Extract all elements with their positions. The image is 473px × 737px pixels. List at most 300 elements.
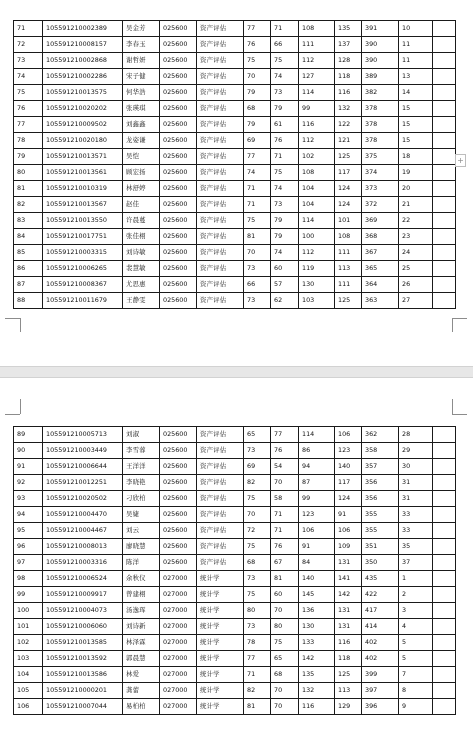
total-score-cell: 355 <box>362 523 399 539</box>
major-name-cell: 资产评估 <box>197 37 244 53</box>
table-row <box>14 619 456 635</box>
total-score-cell: 350 <box>362 555 399 571</box>
seq-cell: 78 <box>14 133 43 149</box>
subject1-score-cell: 135 <box>299 667 335 683</box>
table-row <box>14 459 456 475</box>
seq-cell: 71 <box>14 21 43 37</box>
english-score-cell: 73 <box>271 85 299 101</box>
exam-id-cell: 105591210005713 <box>43 427 123 443</box>
subject2-score-cell: 106 <box>335 523 362 539</box>
rank-cell: 31 <box>399 491 433 507</box>
rank-cell: 9 <box>399 699 433 715</box>
total-score-cell: 378 <box>362 133 399 149</box>
rank-cell: 2 <box>399 587 433 603</box>
major-code-cell: 027000 <box>160 619 197 635</box>
name-cell: 曾建栩 <box>123 587 160 603</box>
politics-score-cell: 68 <box>244 555 271 571</box>
english-score-cell: 70 <box>271 699 299 715</box>
table-row <box>14 293 456 309</box>
exam-id-cell: 105591210020202 <box>43 101 123 117</box>
subject1-score-cell: 123 <box>299 507 335 523</box>
exam-id-cell: 105591210002389 <box>43 21 123 37</box>
english-score-cell: 60 <box>271 261 299 277</box>
total-score-cell: 374 <box>362 165 399 181</box>
page-side-handle[interactable]: + <box>455 154 466 167</box>
table-row <box>14 117 456 133</box>
rank-cell: 5 <box>399 651 433 667</box>
rank-cell: 4 <box>399 619 433 635</box>
politics-score-cell: 72 <box>244 523 271 539</box>
major-code-cell: 025600 <box>160 181 197 197</box>
politics-score-cell: 81 <box>244 229 271 245</box>
seq-cell: 99 <box>14 587 43 603</box>
subject1-score-cell: 104 <box>299 197 335 213</box>
subject2-score-cell: 111 <box>335 245 362 261</box>
politics-score-cell: 65 <box>244 427 271 443</box>
blank-cell <box>433 427 456 443</box>
seq-cell: 90 <box>14 443 43 459</box>
major-name-cell: 资产评估 <box>197 181 244 197</box>
english-score-cell: 79 <box>271 213 299 229</box>
corner-mark-top-left-h <box>5 414 20 415</box>
seq-cell: 98 <box>14 571 43 587</box>
politics-score-cell: 78 <box>244 635 271 651</box>
exam-id-cell: 105591210003449 <box>43 443 123 459</box>
name-cell: 赵佳 <box>123 197 160 213</box>
politics-score-cell: 69 <box>244 133 271 149</box>
politics-score-cell: 74 <box>244 165 271 181</box>
blank-cell <box>433 149 456 165</box>
total-score-cell: 365 <box>362 261 399 277</box>
subject2-score-cell: 129 <box>335 699 362 715</box>
subject2-score-cell: 124 <box>335 491 362 507</box>
english-score-cell: 65 <box>271 651 299 667</box>
politics-score-cell: 80 <box>244 603 271 619</box>
subject1-score-cell: 130 <box>299 619 335 635</box>
exam-id-cell: 105591210013586 <box>43 667 123 683</box>
major-code-cell: 025600 <box>160 491 197 507</box>
blank-cell <box>433 619 456 635</box>
english-score-cell: 79 <box>271 229 299 245</box>
subject2-score-cell: 113 <box>335 261 362 277</box>
seq-cell: 95 <box>14 523 43 539</box>
name-cell: 汤逸珲 <box>123 603 160 619</box>
name-cell: 廖晓慧 <box>123 539 160 555</box>
name-cell: 张佳栩 <box>123 229 160 245</box>
subject1-score-cell: 108 <box>299 165 335 181</box>
subject2-score-cell: 118 <box>335 651 362 667</box>
major-code-cell: 025600 <box>160 133 197 149</box>
table-row <box>14 427 456 443</box>
exam-id-cell: 105591210013575 <box>43 85 123 101</box>
exam-id-cell: 105591210009917 <box>43 587 123 603</box>
rank-cell: 23 <box>399 229 433 245</box>
subject1-score-cell: 102 <box>299 149 335 165</box>
subject1-score-cell: 114 <box>299 427 335 443</box>
seq-cell: 77 <box>14 117 43 133</box>
seq-cell: 106 <box>14 699 43 715</box>
seq-cell: 101 <box>14 619 43 635</box>
seq-cell: 89 <box>14 427 43 443</box>
total-score-cell: 390 <box>362 53 399 69</box>
total-score-cell: 351 <box>362 539 399 555</box>
subject2-score-cell: 124 <box>335 197 362 213</box>
english-score-cell: 74 <box>271 181 299 197</box>
subject1-score-cell: 145 <box>299 587 335 603</box>
major-name-cell: 资产评估 <box>197 475 244 491</box>
subject1-score-cell: 112 <box>299 245 335 261</box>
major-code-cell: 025600 <box>160 165 197 181</box>
politics-score-cell: 68 <box>244 101 271 117</box>
document-page-1 <box>0 0 473 366</box>
subject2-score-cell: 113 <box>335 683 362 699</box>
table-row <box>14 69 456 85</box>
subject1-score-cell: 111 <box>299 37 335 53</box>
major-name-cell: 资产评估 <box>197 21 244 37</box>
major-name-cell: 资产评估 <box>197 491 244 507</box>
major-name-cell: 资产评估 <box>197 293 244 309</box>
name-cell: 易柏柏 <box>123 699 160 715</box>
seq-cell: 86 <box>14 261 43 277</box>
major-code-cell: 025600 <box>160 229 197 245</box>
table-row <box>14 507 456 523</box>
major-code-cell: 025600 <box>160 149 197 165</box>
blank-cell <box>433 21 456 37</box>
subject1-score-cell: 132 <box>299 683 335 699</box>
english-score-cell: 75 <box>271 53 299 69</box>
name-cell: 张瑛琪 <box>123 101 160 117</box>
major-code-cell: 025600 <box>160 53 197 69</box>
table-row <box>14 699 456 715</box>
total-score-cell: 422 <box>362 587 399 603</box>
subject2-score-cell: 91 <box>335 507 362 523</box>
table-row <box>14 149 456 165</box>
major-code-cell: 025600 <box>160 85 197 101</box>
seq-cell: 79 <box>14 149 43 165</box>
major-name-cell: 资产评估 <box>197 149 244 165</box>
rank-cell: 28 <box>399 427 433 443</box>
politics-score-cell: 79 <box>244 117 271 133</box>
corner-mark-bottom-left-h <box>5 318 20 319</box>
exam-id-cell: 105591210013592 <box>43 651 123 667</box>
exam-id-cell: 105591210013550 <box>43 213 123 229</box>
seq-cell: 85 <box>14 245 43 261</box>
major-name-cell: 资产评估 <box>197 197 244 213</box>
english-score-cell: 77 <box>271 427 299 443</box>
total-score-cell: 363 <box>362 293 399 309</box>
exam-id-cell: 105591210017751 <box>43 229 123 245</box>
rank-cell: 20 <box>399 181 433 197</box>
major-code-cell: 025600 <box>160 69 197 85</box>
subject1-score-cell: 86 <box>299 443 335 459</box>
seq-cell: 83 <box>14 213 43 229</box>
seq-cell: 87 <box>14 277 43 293</box>
name-cell: 刘诗敏 <box>123 245 160 261</box>
exam-id-cell: 105591210011679 <box>43 293 123 309</box>
major-code-cell: 025600 <box>160 507 197 523</box>
total-score-cell: 373 <box>362 181 399 197</box>
blank-cell <box>433 603 456 619</box>
english-score-cell: 76 <box>271 133 299 149</box>
subject2-score-cell: 125 <box>335 149 362 165</box>
total-score-cell: 417 <box>362 603 399 619</box>
subject2-score-cell: 108 <box>335 229 362 245</box>
blank-cell <box>433 459 456 475</box>
table-row <box>14 213 456 229</box>
major-name-cell: 统计学 <box>197 667 244 683</box>
blank-cell <box>433 443 456 459</box>
rank-cell: 11 <box>399 37 433 53</box>
name-cell: 刘淑 <box>123 427 160 443</box>
major-code-cell: 025600 <box>160 117 197 133</box>
major-name-cell: 资产评估 <box>197 261 244 277</box>
seq-cell: 84 <box>14 229 43 245</box>
blank-cell <box>433 587 456 603</box>
major-code-cell: 025600 <box>160 293 197 309</box>
politics-score-cell: 75 <box>244 213 271 229</box>
major-name-cell: 资产评估 <box>197 117 244 133</box>
blank-cell <box>433 165 456 181</box>
major-code-cell: 025600 <box>160 443 197 459</box>
exam-id-cell: 105591210006060 <box>43 619 123 635</box>
subject2-score-cell: 118 <box>335 69 362 85</box>
exam-id-cell: 105591210013571 <box>43 149 123 165</box>
total-score-cell: 357 <box>362 459 399 475</box>
politics-score-cell: 73 <box>244 261 271 277</box>
rank-cell: 30 <box>399 459 433 475</box>
blank-cell <box>433 699 456 715</box>
rank-cell: 27 <box>399 293 433 309</box>
table-row <box>14 53 456 69</box>
blank-cell <box>433 539 456 555</box>
exam-id-cell: 105591210012251 <box>43 475 123 491</box>
seq-cell: 88 <box>14 293 43 309</box>
politics-score-cell: 75 <box>244 539 271 555</box>
table-row <box>14 555 456 571</box>
english-score-cell: 66 <box>271 37 299 53</box>
seq-cell: 100 <box>14 603 43 619</box>
politics-score-cell: 73 <box>244 619 271 635</box>
name-cell: 王洋洋 <box>123 459 160 475</box>
major-name-cell: 统计学 <box>197 571 244 587</box>
total-score-cell: 399 <box>362 667 399 683</box>
seq-cell: 103 <box>14 651 43 667</box>
total-score-cell: 356 <box>362 491 399 507</box>
politics-score-cell: 71 <box>244 197 271 213</box>
name-cell: 龚蕾 <box>123 683 160 699</box>
subject1-score-cell: 114 <box>299 85 335 101</box>
politics-score-cell: 75 <box>244 53 271 69</box>
rank-cell: 1 <box>399 571 433 587</box>
major-code-cell: 027000 <box>160 667 197 683</box>
subject2-score-cell: 109 <box>335 539 362 555</box>
politics-score-cell: 82 <box>244 475 271 491</box>
table-row <box>14 683 456 699</box>
subject2-score-cell: 121 <box>335 133 362 149</box>
corner-mark-bottom-right-h <box>452 318 467 319</box>
subject1-score-cell: 133 <box>299 635 335 651</box>
english-score-cell: 71 <box>271 523 299 539</box>
blank-cell <box>433 491 456 507</box>
politics-score-cell: 75 <box>244 587 271 603</box>
exam-id-cell: 105591210004467 <box>43 523 123 539</box>
blank-cell <box>433 229 456 245</box>
subject2-score-cell: 131 <box>335 555 362 571</box>
table-row <box>14 21 456 37</box>
exam-id-cell: 105591210002286 <box>43 69 123 85</box>
name-cell: 林爱 <box>123 667 160 683</box>
major-name-cell: 资产评估 <box>197 213 244 229</box>
major-code-cell: 025600 <box>160 475 197 491</box>
subject2-score-cell: 132 <box>335 101 362 117</box>
table-row <box>14 475 456 491</box>
major-name-cell: 资产评估 <box>197 53 244 69</box>
subject2-score-cell: 137 <box>335 37 362 53</box>
table-row <box>14 635 456 651</box>
exam-id-cell: 105591210009502 <box>43 117 123 133</box>
rank-cell: 15 <box>399 117 433 133</box>
blank-cell <box>433 507 456 523</box>
english-score-cell: 54 <box>271 459 299 475</box>
table-row <box>14 651 456 667</box>
name-cell: 林泽霖 <box>123 635 160 651</box>
politics-score-cell: 77 <box>244 149 271 165</box>
english-score-cell: 76 <box>271 443 299 459</box>
subject2-score-cell: 106 <box>335 427 362 443</box>
major-code-cell: 025600 <box>160 213 197 229</box>
exam-id-cell: 105591210010319 <box>43 181 123 197</box>
subject2-score-cell: 101 <box>335 213 362 229</box>
politics-score-cell: 77 <box>244 21 271 37</box>
name-cell: 李晓艳 <box>123 475 160 491</box>
name-cell: 李雪蓉 <box>123 443 160 459</box>
english-score-cell: 68 <box>271 667 299 683</box>
major-name-cell: 资产评估 <box>197 555 244 571</box>
blank-cell <box>433 475 456 491</box>
name-cell: 宋子健 <box>123 69 160 85</box>
table-row <box>14 165 456 181</box>
major-code-cell: 027000 <box>160 635 197 651</box>
total-score-cell: 435 <box>362 571 399 587</box>
subject1-score-cell: 130 <box>299 277 335 293</box>
name-cell: 尤思惠 <box>123 277 160 293</box>
name-cell: 何华浩 <box>123 85 160 101</box>
total-score-cell: 364 <box>362 277 399 293</box>
seq-cell: 73 <box>14 53 43 69</box>
politics-score-cell: 71 <box>244 667 271 683</box>
major-name-cell: 统计学 <box>197 635 244 651</box>
blank-cell <box>433 651 456 667</box>
major-name-cell: 资产评估 <box>197 507 244 523</box>
english-score-cell: 70 <box>271 683 299 699</box>
subject2-score-cell: 142 <box>335 587 362 603</box>
rank-cell: 26 <box>399 277 433 293</box>
exam-id-cell: 105591210008157 <box>43 37 123 53</box>
seq-cell: 93 <box>14 491 43 507</box>
subject1-score-cell: 87 <box>299 475 335 491</box>
english-score-cell: 81 <box>271 571 299 587</box>
major-name-cell: 资产评估 <box>197 229 244 245</box>
seq-cell: 72 <box>14 37 43 53</box>
subject1-score-cell: 112 <box>299 53 335 69</box>
english-score-cell: 57 <box>271 277 299 293</box>
subject2-score-cell: 124 <box>335 181 362 197</box>
corner-mark-top-right-v <box>452 399 453 414</box>
table-row <box>14 37 456 53</box>
major-name-cell: 资产评估 <box>197 101 244 117</box>
name-cell: 陈洋 <box>123 555 160 571</box>
seq-cell: 102 <box>14 635 43 651</box>
rank-cell: 11 <box>399 53 433 69</box>
major-code-cell: 025600 <box>160 459 197 475</box>
subject2-score-cell: 122 <box>335 117 362 133</box>
subject1-score-cell: 140 <box>299 571 335 587</box>
english-score-cell: 70 <box>271 475 299 491</box>
subject1-score-cell: 127 <box>299 69 335 85</box>
subject2-score-cell: 117 <box>335 165 362 181</box>
rank-cell: 18 <box>399 149 433 165</box>
rank-cell: 13 <box>399 69 433 85</box>
blank-cell <box>433 53 456 69</box>
blank-cell <box>433 555 456 571</box>
total-score-cell: 378 <box>362 101 399 117</box>
total-score-cell: 358 <box>362 443 399 459</box>
seq-cell: 74 <box>14 69 43 85</box>
ranking-table-page-1 <box>13 20 456 309</box>
major-code-cell: 027000 <box>160 651 197 667</box>
rank-cell: 22 <box>399 213 433 229</box>
rank-cell: 15 <box>399 133 433 149</box>
blank-cell <box>433 667 456 683</box>
table-row <box>14 197 456 213</box>
table-row <box>14 443 456 459</box>
corner-mark-top-right-h <box>452 414 467 415</box>
subject1-score-cell: 99 <box>299 491 335 507</box>
subject2-score-cell: 131 <box>335 619 362 635</box>
exam-id-cell: 105591210004073 <box>43 603 123 619</box>
name-cell: 王静雯 <box>123 293 160 309</box>
english-score-cell: 79 <box>271 101 299 117</box>
subject2-score-cell: 135 <box>335 21 362 37</box>
major-name-cell: 资产评估 <box>197 69 244 85</box>
name-cell: 刁欣柏 <box>123 491 160 507</box>
politics-score-cell: 73 <box>244 293 271 309</box>
name-cell: 刘诗新 <box>123 619 160 635</box>
blank-cell <box>433 635 456 651</box>
total-score-cell: 367 <box>362 245 399 261</box>
exam-id-cell: 105591210000201 <box>43 683 123 699</box>
politics-score-cell: 81 <box>244 699 271 715</box>
name-cell: 吴婕 <box>123 507 160 523</box>
politics-score-cell: 70 <box>244 245 271 261</box>
table-row <box>14 571 456 587</box>
subject1-score-cell: 104 <box>299 181 335 197</box>
name-cell: 郭晨慧 <box>123 651 160 667</box>
total-score-cell: 402 <box>362 651 399 667</box>
major-code-cell: 027000 <box>160 571 197 587</box>
total-score-cell: 397 <box>362 683 399 699</box>
rank-cell: 24 <box>399 245 433 261</box>
english-score-cell: 74 <box>271 69 299 85</box>
name-cell: 龙姿谦 <box>123 133 160 149</box>
rank-cell: 35 <box>399 539 433 555</box>
major-code-cell: 025600 <box>160 555 197 571</box>
english-score-cell: 71 <box>271 149 299 165</box>
politics-score-cell: 73 <box>244 443 271 459</box>
major-name-cell: 统计学 <box>197 683 244 699</box>
major-code-cell: 027000 <box>160 683 197 699</box>
corner-mark-bottom-left-v <box>20 318 21 332</box>
